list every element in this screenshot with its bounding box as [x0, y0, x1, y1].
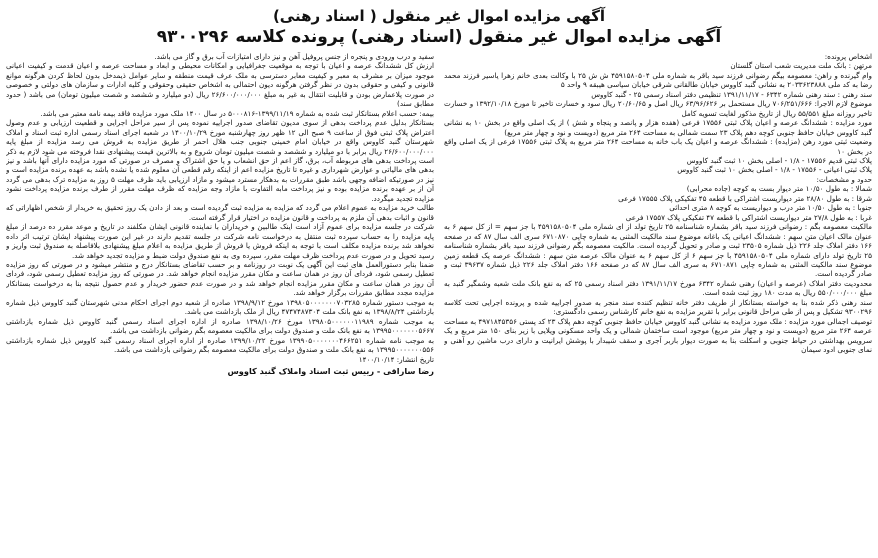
notice-column-right [444, 52, 872, 554]
notice-paragraph: توصیف اجمالی مورد مزایده : ملک مورد مزایده به نشانی گنبد کاووس خیابان حافظ جنوبی کوچه دهم پلاک ۲۳ کد پستی ۴۹۷۱۸۴۵۳۵۶ به مساحت عرصه ۲۶۴ متر مربع (دویست و نود و چهار متر مربع) موجود است ساختمان شمالی و یک واحد مسکونی ویلایی با زیر بنای ۱۵۰ متر مربع و یک سرویس بهداشتی در حیاط جنوبی و اسکلت بنا به صورت دیوار باربر آجری و سقف شیبدار با پوشش ایرانیت و دارای درب ماشین رو آهنی و نمای جنوبی ادود سیمان [444, 316, 872, 355]
notice-title-large: آگهی مزایده اموال غیر منقول (اسناد رهنی) پرونده کلاسه ۹۳۰۰۲۹۶ [156, 27, 722, 47]
notice-paragraph: به موجب دستور شماره ۱۳۹۸۰۵۰۰۰۰۰۰۰۷۰۳۲۸۵ مورخ ۱۳۹۸/۹/۱۲ صادره از شعبه دوم اجرای احکام مدنی شهرستان گنبد کاووس ذیل شماره بازداشتی ۱۳۹۸/۸/۲۴ به نفع بانک ملت ۴۷۴۷۴۸۷۳۰۴ ریال از ملک بازداشت می باشد. [6, 297, 434, 317]
notice-signature: رضا ساراقی - رییس ثبت اسناد واملاک گنبد کاووس [227, 365, 434, 376]
notice-paragraph: وام گیرنده و راهن: معصومه بیگم رضوانی فرزند سید باقر به شماره ملی ۴۵۹۱۵۸۰۵۰۴ ش ش ۲۵ با وکالت بعدی خانم زهرا یاسیر فرزند محمد رضا به کد ملی ۲۰۳۳۶۲۳۸۸۸ به نشانی گنبد کاووس خیابان طالقانی شرقی خیابان سیاسی هیبقه ۹ واحد ۵ [444, 70, 872, 90]
notice-paragraph: تاریخ انتشار: ۱۴۰۰/۱۰/۱۴ [358, 354, 434, 364]
notice-paragraph: حدود و مشخصات: [816, 174, 872, 184]
notice-paragraph: اشخاص پرونده: [824, 52, 872, 61]
notice-paragraph: سند رهنی : سند رهنی شماره ۶۳۴۲ - ۱۳۹۱/۱۱/۱۷ تنظیمی دفتر اسناد رسمی ۲۵ - گنبد کاووس [591, 89, 872, 99]
notice-column-left-paragraphs [6, 52, 434, 364]
notice-paragraph: شرقا : به طول ۲۸/۸۰ متر دیواریست اشتراکی با قطعه ۴۵ تفکیکی پلاک ۱۷۵۵۵ فرعی [618, 193, 872, 203]
notice-paragraph: شرکت در جلسه مزایده برای عموم آزاد است اینک طالبین و خریداران با نماینده قانونی ایشان مکلفند در تاریخ و موعد مقرر ده درصد از مبلغ پایه مزایده را به حساب سپرده ثبت منتقل به درخواست نامه شرکت در جلسه تقدیم دارند در غیر این صورت پیشنهاد ایشان ترتیب اثر داده نخواهد شد برنده مزایده مکلف است با توجه به اینکه فروش یا فروش از طریق مزایده به اعلام مبلغ پیشنهادی بلافاصله به صندوق ثبت واریز و رسید تحویل و در صورت عدم پرداخت ظرف مهلت مقرر، سپرده وی به نفع صندوق دولت ضبط و مزایده تجدید خواهد شد. [6, 222, 434, 260]
notice-paragraph: محدودیت دفتر املاک (عرصه و اعیان) رهنی شماره ۶۳۴۲ مورخ ۱۳۹۱/۱۱/۱۷ دفتر اسناد رسمی ۲۵ که به نفع بانک ملت شعبه وشمگیر گنبد به مبلغ ۵۵۰/۰۰۰/۰۰۰ ریال به مدت ۱۸۰ روز ثبت شده است. [444, 278, 872, 298]
notice-paragraph: به موجب شماره ۱۳۹۸۰۵۰۰۰۰۰۰۱۱۹۸۹ مورخ ۱۳۹۸/۱۰/۲۶ صادره از اداره اجرای اسناد رسمی گنبد کاووس ذیل شماره بازداشتی ۱۳۹۹۵۰۰۰۰۰۰۰۵۶۶۷ به نفع بانک ملت و صندوق دولت برای مالکیت معصومه بگم رضوانی بازداشت می باشد. [6, 316, 434, 336]
notice-paragraph: مالکیت معصومه بگم : رضوانی فرزند سید باقر بشماره شناسنامه ۲۵ تاریخ تولد از ای شماره ملی ۴۵۹۱۵۸۰۵۰۴ با جز سهم = از کل سهم ۶ به عنوان مالک اعیان متن سهم : ششدانگ اعیانی یک باغانه موضوع سند مالکیت المثنی به شماره چاپی ۶۷۱۰۸۷۰ سری الف سال ۸۷ که در صفحه ۱۶۶ دفتر املاک جلد ۲۲۶ ذیل شماره ۲۳۵۰۵ ثبت و صادر و تحویل گردیده است. مالکیت معصومه بگم رضوانی فرزند سید باقر بشماره شناسنامه ۲۵ تاریخ تولد دارای شماره ملی ۴۵۹۱۵۸۰۵۰۴ با جز سهم ۶ از کل سهم ۶ به عنوان مالک عرصه متن سهم : ششدانگ عرصه یک قطعه زمین موضوع سند مالکیت المثنی به شماره چاپی ۶۷۱۰۸۷۱ به سری الف سال ۸۷ که در صفحه ۱۶۶ دفتر املاک جلد ۲۲۶ ذیل شماره ۳۹۶۳۷ ثبت و صادر گردیده است. [444, 222, 872, 279]
notice-header [6, 6, 872, 48]
notice-title-small: آگهی مزایده اموال غیر منقول ( اسناد رهنی) [272, 7, 606, 25]
notice-paragraph: مرتهن : بانک ملت مدیریت شعب استان گلستان [730, 61, 872, 71]
notice-paragraph: مورد مزایده : ششدانگ عرصه و اعیان پلاک ثبتی ۱۷۵۵۶ فرعی (هفده هزار و پانصد و پنجاه و شش ) از یک اصلی واقع در بخش ۱۰ به نشانی گنبد کاووس خیابان حافظ جنوبی کوچه دهم پلاک ۲۳ سمت شمالی به مساحت ۲۶۴ متر مربع (دویست و نود و چهار متر مربع) [444, 118, 872, 137]
notice-paragraph: سند رهنی ذکر شده بنا به خواسته بستانکار از طریف دفتر خانه تنظیم کننده سند منجر به صدور اجراییه شده و پرونده اجرایی تحت کلاسه ۹۳۰۰۲۹۶ تشکیل و پس از طی مراحل قانونی برابر با تقریر مزایده به نفع خانم کارشناس رسمی دادگستری: [444, 297, 872, 317]
notice-body [6, 52, 872, 554]
notice-paragraph: شمالا : به طول ۱۰/۵۰ متر دیوار بست به کوچه (جاده محرابی) [686, 184, 872, 194]
notice-paragraph: جنوبا : به طول ۱۰/۵۰ متر درب و دیواریست به کوچه ۸ متری احداثی [669, 203, 872, 213]
notice-paragraph: وضعیت ثبتی مورد رهن (مزایده) : ششدانگ عرصه و اعیان یک باب خانه به مساحت ۲۶۴ متر مربع به پلاک ثبتی ۱۷۵۵۶ فرعی از یک اصلی واقع در بخش ۱۰ [444, 137, 872, 156]
notice-paragraph: به موجب نامه شماره ۱۳۹۹۰۵۰۰۰۰۰۰۰۴۶۶۲۵۱ مورخ ۱۳۹۹/۱۰/۲۲ صادره از اداره اجرای اسناد رسمی گنبد کاووس ذیل شماره بازداشتی ۱۳۹۹۵۰۰۰۰۰۰۰۵۵۶ به نفع بانک ملت و صندوق دولت برای مالکیت معصومه بگم رضوانی بازداشت می باشد. [6, 335, 434, 355]
notice-paragraph: بیمه: حسب اعلام بستانکار ثبت شده به شماره ۱۳۹۹/۱۱/۱۹-۵۰۰۰۸۱۶ در سال ۱۴۰۰ ملک مورد مزایده فاقد بیمه نامه معتبر می باشد. [40, 108, 434, 118]
notice-paragraph: ارزش کل ششدانگ عرصه و اعیان با توجه به موقعیت جغرافیایی و امکانات محیطی و ابعاد و مساحت عرصه و اعیان قدمت و کیفیت اعیانی موجود میزان بر مشرف به معبر و کیفیت معابر دسترسی به ملک عرف قیمت منطقه و سایر عوامل ذیمدخل بدون لحاظ کردن هرگونه موانع قانونی و کیفی و حقوقی بدون در نظر گرفتن هرگونه دیون احتمالی به اشخاص حقیقی وحقوقی و کلیه ادارات و سازمان های دولتی و خصوصی در صورت پلاعمارض بودن و قابلیت انتقال به غیر به مبلغ ۲۶/۶۰۰/۰۰۰/۰۰۰ ریال (دو میلیارد و ششصد و شصت میلیون تومان) می باشد ( حدود مطابق سند) [6, 61, 434, 109]
notice-paragraph: ضمنا بنابر دستورالعمل های ثبت این آگهی یک نوبت در روزنامه و بر حسب تقاضای بستانکار درج و منتشر میشود و در صورتی که روز مزایده تعطیل رسمی شود، فردای آن روز در همان ساعت و مکان مقرر مزایده انجام خواهد شد. در صورتی که روز مزایده تعطیل رسمی شود، فردای آن روز در همان ساعت و مکان مقرر مزایده انجام خواهد شد و در صورت عدم حضور خریدار و عدم حصول نتیجه بنا به درخواست بستانکار مزایده مجدد مطابق مقررات برگزار خواهد شد. [6, 259, 434, 298]
notice-paragraph: سفید و درب ورودی و پنجره از جنس پروفیل آهن و نیز دارای امتیازات آب برق و گاز می باشد. [154, 52, 434, 61]
notice-paragraph: پلاک ثبتی قدیم ۱۷۵۵۶ - ۱/۸ - اصلی بخش ۱۰ ثبت گنبد کاووس [686, 155, 872, 165]
notice-paragraph: بستانکار بدلیل عدم پرداخت بدهی از سوی مدیون تقاضای صدور اجراییه نموده پس از سیر مراحل اجرایی و قطعیت ارزیابی و عدم وصول اعتراض پلاک ثبتی فوق از ساعت ۹ صبح الی ۱۲ ظهر روز چهارشنبه مورخ ۱۴۰۰/۱۰/۲۹ در شعبه اجرای اسناد رسمی اداره ثبت اسناد و املاک شهرستان گنبد کاووس واقع در خیابان امام خمینی جنوبی جنب هلال احمر از طریق مزایده به فروش می رسد مزایده از مبلغ پایه ۲۶/۶۰۰/۰۰۰/۰۰۰ ریال برابر با دو میلیارد و ششصد و شصت میلیون تومان شروع و به بالاترین قیمت پیشنهادی نقدا فروخته می شود لازم به ذکر است پرداخت بدهی های مربوطه آب، برق، گاز اعم از حق انشعاب و یا حق اشتراک و مصرف در صورتی که مورد مزایده دارای آنها باشد و نیز بدهی های مالیاتی و عوارض شهرداری و غیره تا تاریخ مزایده اعم از اینکه رقم قطعی آن معلوم شده یا نشده باشد به عهده برنده مزایده است و نیز در صورتیکه اضافه وجهی باشد طبق مقررات به بدهکار مسترد میشود و مازاد ارزیابی باید ظرف مهلت ۵ روز به مزایده ترک بدهی می گردد آن از بر عهده برنده مزایده بوده و نیز پرداخت مابه التفاوت با مازاد وجه مزایده که ظرف مهلت مقرر از طرف برنده مزایده پرداخت نشود مزایده تجدید میگردد. [6, 118, 434, 203]
notice-paragraph: موضوع لازم الاجرا: ۷۰۶/۲۵۱/۶۶۶ ریال مستحمل بر ۶۳/۹۶/۶۲۶ ریال اصل و ۲۰/۶۰/۶۵ ریال سود و خسارت تاخیر تا مورخ ۱۳۹۲/۱۰/۱۸ و خسارت تاخیر روزانه مبلغ ۵۵/۵۵۱ ریال از تاریخ مذکور لغایت تسویه کامل [444, 99, 872, 118]
notice-column-left [6, 52, 434, 554]
notice-paragraph: طالب خرید مزایده به عموم اعلام می گردد که مزایده به مزایده ثبت گردیده است و بعد از دادن یک روز تحقیق به خریدار از شخص اظهاراتی که قانون و اثبات بدهی آن ملزم به پرداخت و قانون مزایده در اختیار قرار گرفته است. [6, 203, 434, 222]
notice-paragraph: پلاک ثبتی اعیانی - ۱۷۵۵۶ - ۱/۸ - اصلی بخش ۱۰ ثبت گنبد کاووس [677, 165, 872, 175]
notice-paragraph: غربا : به طول ۲۷/۸ متر دیواریست اشتراکی با قطعه ۴۷ تفکیکی پلاک ۱۷۵۵۷ فرعی [625, 212, 872, 222]
